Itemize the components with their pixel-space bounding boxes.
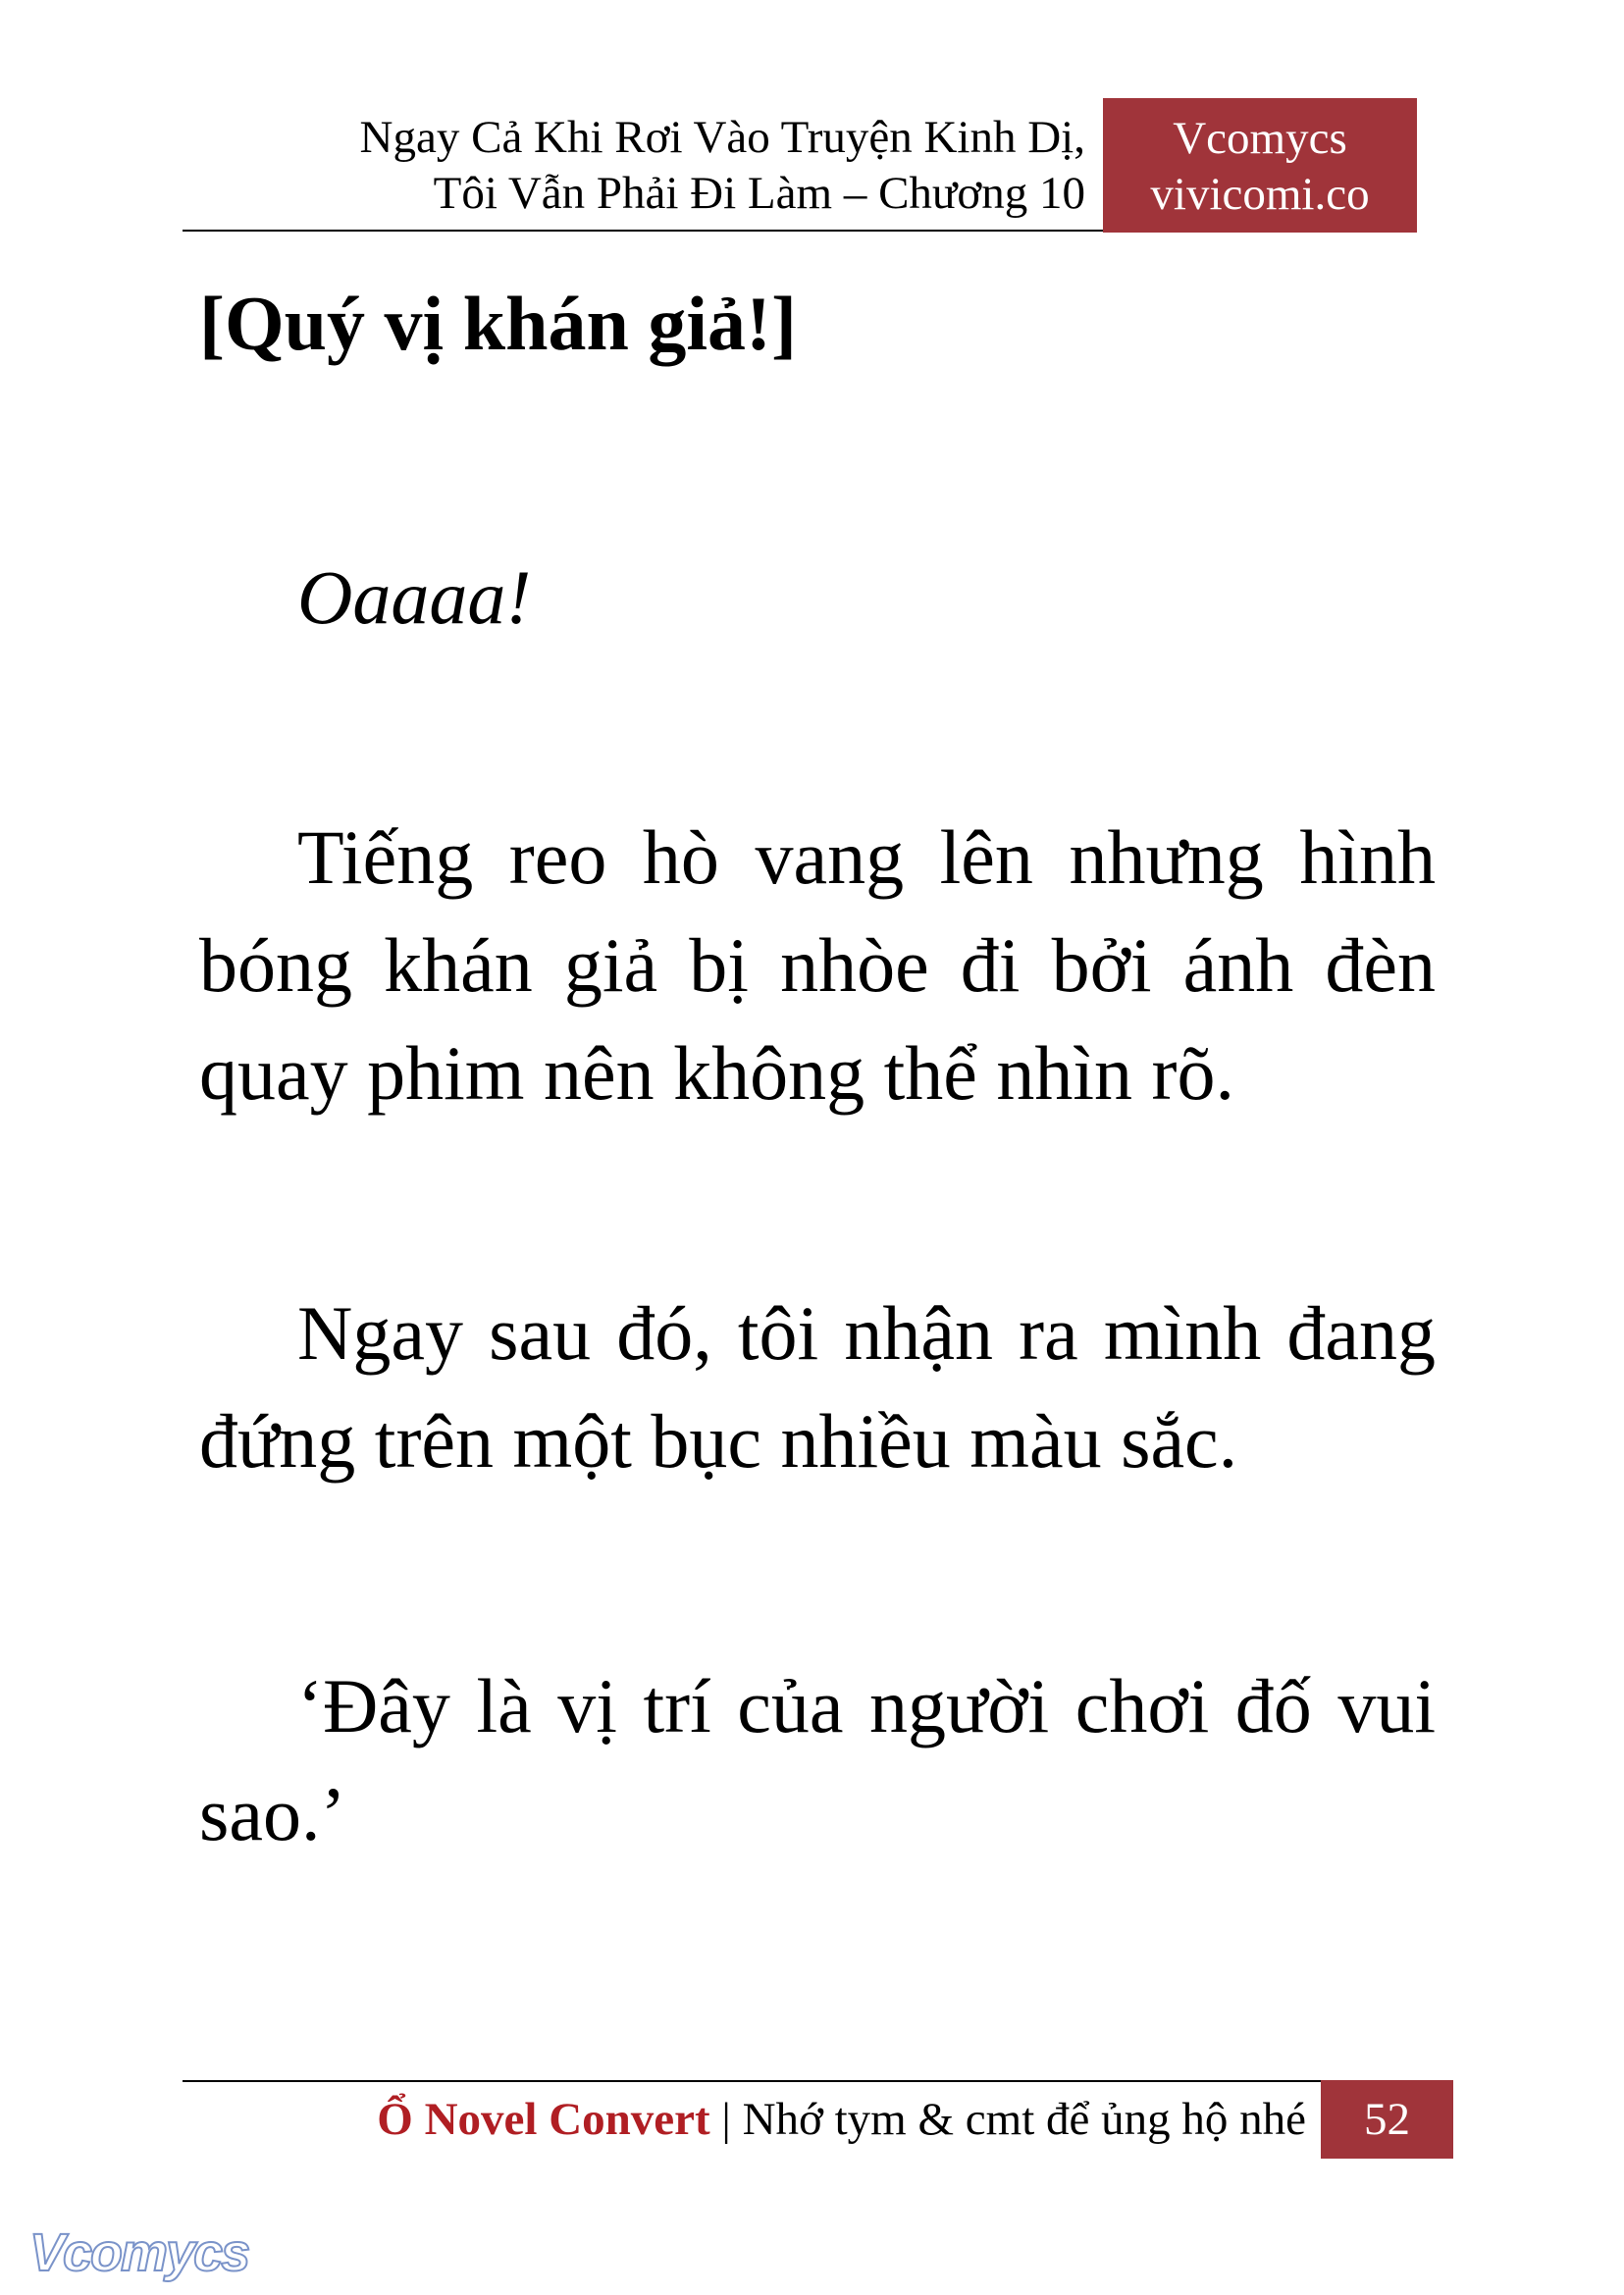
footer-separator: | [721, 2094, 731, 2145]
header-divider [183, 230, 1103, 232]
footer-brand: Ổ Novel Convert [377, 2094, 710, 2145]
brand-site: vivicomi.co [1150, 169, 1370, 220]
chapter-title [241, 110, 1085, 222]
watermark-logo [27, 2219, 253, 2288]
exclamation-line: Oaaaa! [297, 554, 532, 640]
paragraph: Ngay sau đó, tôi nhận ra mình đang đứng trên một bục nhiều màu sắc. [199, 1290, 1436, 1484]
page-footer [183, 2080, 1453, 2159]
svg-text:Vcomycs: Vcomycs [29, 2223, 249, 2282]
footer-message: Nhớ tym & cmt để ủng hộ nhé [742, 2094, 1306, 2145]
brand-name: Vcomycs [1173, 113, 1347, 164]
brand-badge [1103, 98, 1417, 233]
footer-divider [183, 2080, 1321, 2082]
footer-text [377, 2090, 1306, 2149]
chapter-title-line-2: Tôi Vẫn Phải Đi Làm – Chương 10 [433, 168, 1085, 219]
chapter-title-line-1: Ngay Cả Khi Rơi Vào Truyện Kinh Dị, [359, 112, 1085, 163]
paragraph: Tiếng reo hò vang lên nhưng hình bóng khán giả bị nhòe đi bởi ánh đèn quay phim nên không thể nhìn rõ. [199, 814, 1436, 1116]
page-header [183, 98, 1417, 231]
page-content [199, 275, 1436, 1868]
paragraph: ‘Đây là vị trí của người chơi đố vui sao.’ [199, 1663, 1436, 1856]
section-heading: [Quý vị khán giả!] [199, 281, 797, 366]
page-number: 52 [1321, 2080, 1453, 2159]
